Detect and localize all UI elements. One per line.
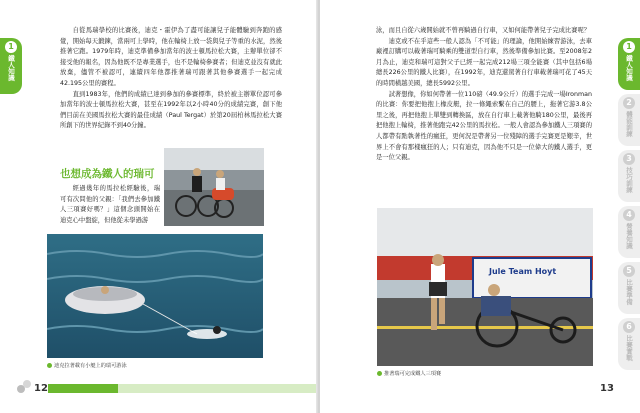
side-tab-label: 鐵人知識 <box>7 55 15 81</box>
footer-label: 鐵人知識 <box>51 395 74 401</box>
side-tab-number: 1 <box>5 41 17 53</box>
photo-caption <box>377 370 441 377</box>
left-body-text-2 <box>60 184 160 226</box>
right-page <box>320 0 640 413</box>
chapter-tab-2[interactable] <box>618 94 640 146</box>
paragraph: 試著想像，你如何帶著一位110磅（49.9公斤）的選手完成一場Ironman的比賽：你要把他抱上橡皮艇，拉一條繩索繫在自己的腰上，拖著它游3.8公里之後，再把他抱上單雙到轉換區，放在自行車上載著他騎180公里，最後再把他抱上輪椅，推著他跑完42公里的馬拉松。一般人會認為參加鐵人三項賽的人都帶有點執著性的瘋狂，更何況是帶著另一位殘障的選手完賽更是艱辛，世界上不會有那樣瘋狂的人；只有迪克，因為他不只是一位偉大的鐵人選手，更是一位父親。 <box>376 90 592 162</box>
chapter-tab-label: 比賽實戰 <box>625 335 633 361</box>
chapter-tabs <box>618 38 640 368</box>
banner-text: Jule Team Hoyt <box>489 267 557 276</box>
chapter-tab-label: 營養知識 <box>625 223 633 249</box>
chapter-tab-5[interactable] <box>618 262 640 314</box>
chapter-tab-number: 1 <box>623 41 635 53</box>
chapter-tab-4[interactable] <box>618 206 640 258</box>
paragraph: 迪克或不在乎這些一般人認為「不可能」的理論，他開始練習游泳，去車廠裡訂購可以載著瑞可騎乘的雙道型自行車，然後準備參加比賽。至2008年2月為止，迪克和瑞可這對父子已經一起完成212場三項全能賽（其中包括6場總長226公里的鐵人比賽），在1992年，迪克還駕著自行車載著瑞可花了45天的時間橫越美國，總長5992公里。 <box>376 37 592 87</box>
chapter-tab-3[interactable] <box>618 150 640 202</box>
caption-bullet-icon <box>377 371 382 376</box>
chapter-tab-6[interactable] <box>618 318 640 370</box>
paragraph: 泳，而且自從六歲開始就不曾再騎過自行車，又如何能帶著兒子完成比賽呢？ <box>376 27 591 34</box>
chapter-tab-label: 體能訓練 <box>625 111 633 137</box>
chapter-tab-number: 6 <box>623 321 635 333</box>
swimming-photo <box>47 234 263 358</box>
footer-sublabel: 鐵人知識 <box>81 395 102 401</box>
caption-text: 迪克拉著載有小艇上的瑞可游泳 <box>54 363 127 369</box>
page-number: 13 <box>600 383 614 394</box>
left-body-text <box>60 26 282 132</box>
chapter-tab-1[interactable] <box>618 38 640 90</box>
running-photo <box>377 208 593 366</box>
chapter-tab-number: 5 <box>623 265 635 277</box>
cycling-photo <box>164 148 264 226</box>
right-body-text <box>376 26 592 164</box>
caption-bullet-icon <box>47 363 52 368</box>
chapter-tab-label: 比賽準備 <box>625 279 633 305</box>
chapter-tab-number: 2 <box>623 97 635 109</box>
left-page <box>0 0 318 413</box>
footer-icon <box>16 378 32 394</box>
caption-text: 推著瑞可完成鐵人三項賽 <box>384 371 442 377</box>
paragraph: 直到1983年，他們的成績已達到參加的參賽標準，終於被主辦單位認可參加當年的波士頓馬拉松大賽，甚至在1992年以2小時40分的成績完賽，創下他們目前在美國馬拉松大賽的最佳成績（Paul Tergat）於第20屆柏林馬拉松大賽所創下的世界紀錄不到40分鐘。 <box>60 90 282 130</box>
chapter-tab-number: 3 <box>623 153 635 165</box>
paragraph: 經過幾年的馬拉松經驗後，瑞可有次問他的父親：「我們去參加鐵人三項賽好嗎？」這個念頭開始在迪克心中盤旋，但他從未學過游 <box>60 185 160 224</box>
photo-caption <box>47 362 127 369</box>
footer-bar <box>48 384 118 401</box>
paragraph: 自從馬瑞學校的比賽後，迪克・霍伊為了盡可能讓兒子能體驗到奔跑的感覺，開始每天鍛鍊，當兩可上學時，他在輪椅上放一袋與兒子等重的水泥，然後推著它跑。1979年時，迪克準備參加當年的波士頓馬拉松大賽，主辦單位卻不接受他的報名，因為他既不是專業選手，也不是輪椅參賽者；但迪克並沒有就此放棄，儘管不被認可，連續四年他都推著瑞可跟著其他參賽選手一起完成42.195公里的賽程。 <box>60 27 282 87</box>
subheading: 也想成為鐵人的瑞可 <box>60 168 155 180</box>
chapter-tab-number: 4 <box>623 209 635 221</box>
side-tab-active[interactable] <box>0 38 22 94</box>
page-number: 12 <box>34 383 48 394</box>
chapter-tab-label: 技巧訓練 <box>625 167 633 193</box>
footer-bar-fill <box>118 384 316 393</box>
chapter-tab-label: 鐵人知識 <box>625 55 633 81</box>
